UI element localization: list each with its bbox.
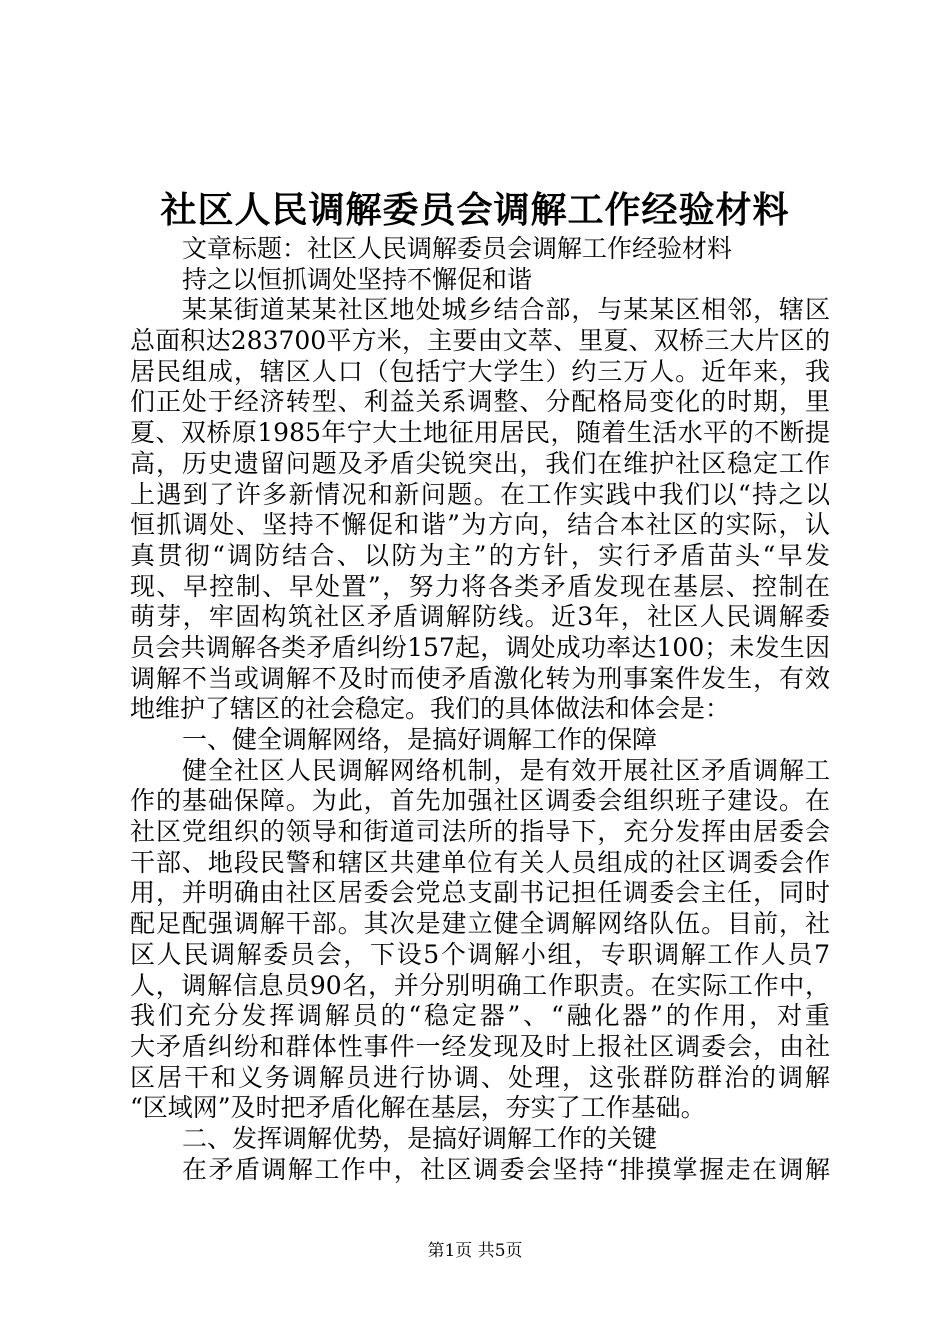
text-line: 一、健全调解网络，是搞好调解工作的保障: [182, 725, 658, 754]
text-line: 持之以恒抓调处坚持不懈促和谐: [182, 264, 533, 294]
text-line: 们正处于经济转型、利益关系调整、分配格局变化的时期，里: [130, 387, 830, 417]
text-line: 地维护了辖区的社会稳定。我们的具体做法和体会是：: [130, 694, 731, 724]
text-line: 干部、地段民警和辖区共建单位有关人员组成的社区调委会作: [130, 847, 830, 877]
document-title: 社区人民调解委员会调解工作经验材料: [160, 189, 790, 231]
text-line: 上遇到了许多新情况和新问题。在工作实践中我们以“持之以: [130, 479, 830, 509]
text-line: 调解不当或调解不及时而使矛盾激化转为刑事案件发生，有效: [130, 663, 830, 693]
text-line: 配足配强调解干部。其次是建立健全调解网络队伍。目前，社: [130, 909, 830, 939]
text-line: 萌芽，牢固构筑社区矛盾调解防线。近3年，社区人民调解委: [130, 602, 830, 632]
text-line: 我们充分发挥调解员的“稳定器”、“融化器”的作用，对重: [130, 1001, 830, 1031]
text-line: 人，调解信息员90名，并分别明确工作职责。在实际工作中，: [130, 970, 830, 1000]
text-line: 夏、双桥原1985年宁大土地征用居民，随着生活水平的不断提: [130, 418, 830, 448]
text-line: 作的基础保障。为此，首先加强社区调委会组织班子建设。在: [130, 786, 830, 816]
text-line: 现、早控制、早处置”，努力将各类矛盾发现在基层、控制在: [130, 571, 830, 601]
text-line: 二、发挥调解优势，是搞好调解工作的关键: [182, 1123, 658, 1153]
text-line: 大矛盾纠纷和群体性事件一经发现及时上报社区调委会，由社: [130, 1031, 830, 1061]
text-line: 高，历史遗留问题及矛盾尖锐突出，我们在维护社区稳定工作: [130, 448, 830, 478]
text-line: 健全社区人民调解网络机制，是有效开展社区矛盾调解工: [182, 755, 830, 785]
text-line: 社区党组织的领导和街道司法所的指导下，充分发挥由居委会: [130, 817, 830, 847]
text-line: 文章标题：社区人民调解委员会调解工作经验材料: [182, 234, 733, 263]
text-line: 区人民调解委员会，下设5个调解小组，专职调解工作人员7: [130, 939, 830, 969]
text-line: 员会共调解各类矛盾纠纷157起，调处成功率达100；未发生因: [130, 632, 830, 662]
text-line: 区居干和义务调解员进行协调、处理，这张群防群治的调解: [130, 1062, 830, 1092]
text-line: 用，并明确由社区居委会党总支副书记担任调委会主任，同时: [130, 878, 830, 908]
text-line: “区域网”及时把矛盾化解在基层，夯实了工作基础。: [130, 1093, 706, 1123]
text-line: 恒抓调处、坚持不懈促和谐”为方向，结合本社区的实际，认: [130, 510, 830, 540]
text-line: 总面积达283700平方米，主要由文萃、里夏、双桥三大片区的: [130, 326, 830, 356]
text-line: 某某街道某某社区地处城乡结合部，与某某区相邻，辖区: [182, 295, 830, 325]
page-footer: 第1页 共5页: [427, 1241, 523, 1261]
text-line: 居民组成，辖区人口（包括宁大学生）约三万人。近年来，我: [130, 356, 830, 386]
text-line: 在矛盾调解工作中，社区调委会坚持“排摸掌握走在调解: [182, 1154, 830, 1184]
document-body: [130, 234, 830, 1185]
text-line: 真贯彻“调防结合、以防为主”的方针，实行矛盾苗头“早发: [130, 540, 830, 570]
